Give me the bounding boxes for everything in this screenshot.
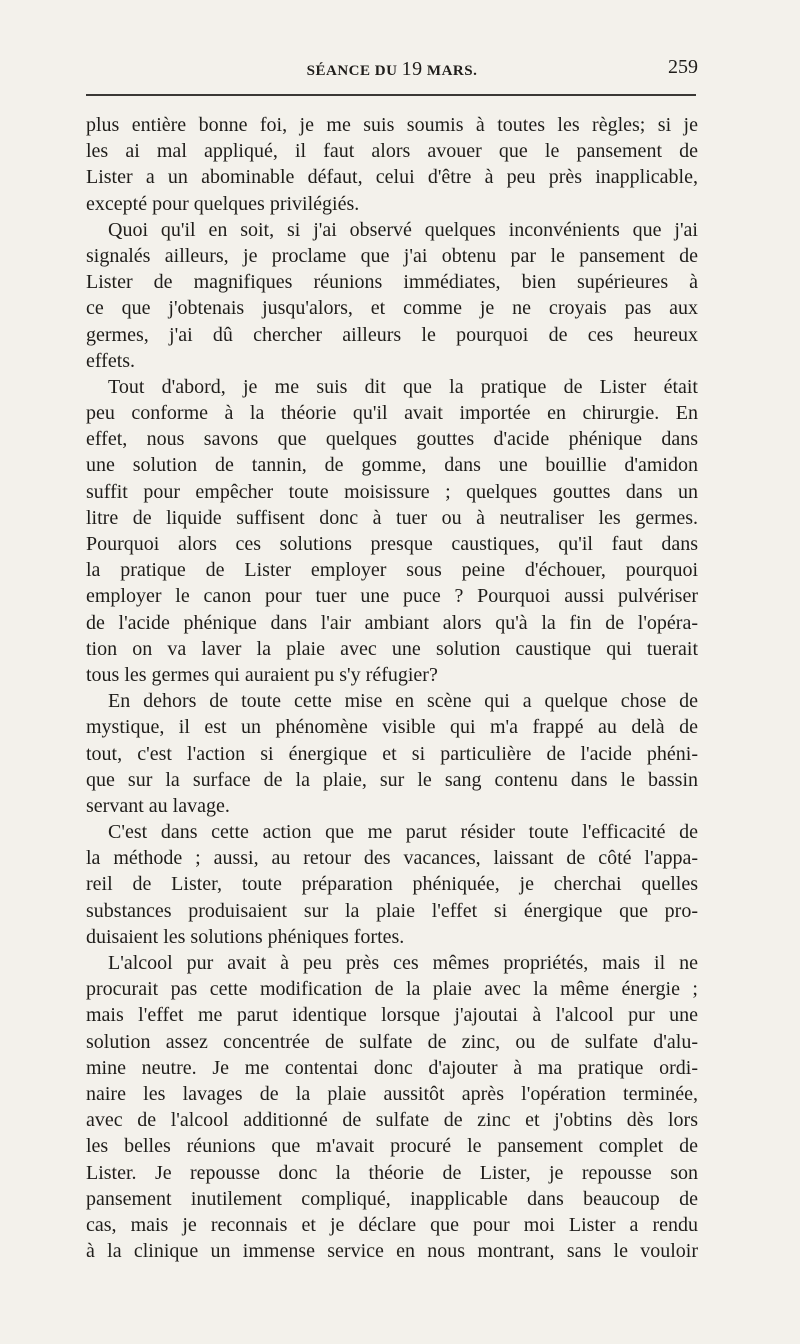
running-title-post: MARS. [422,63,478,79]
text-line: plus entière bonne foi, je me suis soumis à toutes les règles; si je [86,114,698,136]
running-title-pre: SÉANCE DU [306,63,402,79]
text-line: avec de l'alcool additionné de sulfate de zinc et j'obtins dès lors [86,1109,698,1132]
text-line: duisaient les solutions phéniques fortes. [86,925,405,948]
text-line: que sur la surface de la plaie, sur le sang contenu dans le bassin [86,768,698,791]
text-line: En dehors de toute cette mise en scène qui a quelque chose de [108,690,698,713]
text-line: reil de Lister, toute préparation phéniquée, je cherchai quelles [86,873,698,896]
text-line: ce que j'obtenais jusqu'alors, et comme je ne croyais pas aux [86,297,698,320]
text-line: servant au lavage. [86,794,230,817]
text-line: germes, j'ai dû chercher ailleurs le pourquoi de ces heureux [86,323,698,346]
text-line: excepté pour quelques privilégiés. [86,192,360,215]
running-title-day: 19 [401,58,423,80]
text-line: naire les lavages de la plaie aussitôt après l'opération terminée, [86,1082,698,1105]
text-line: mystique, il est un phénomène visible qui m'a frappé au delà de [86,716,698,739]
text-line: suffit pour empêcher toute moisissure ; quelques gouttes dans un [86,480,698,503]
text-line: solution assez concentrée de sulfate de zinc, ou de sulfate d'alu- [86,1030,698,1053]
text-line: de l'acide phénique dans l'air ambiant alors qu'à la fin de l'opéra- [86,611,698,634]
text-line: la méthode ; aussi, au retour des vacances, laissant de côté l'appa- [86,847,698,870]
text-line: C'est dans cette action que me parut résider toute l'efficacité de [108,821,698,844]
text-line: employer le canon pour tuer une puce ? Pourquoi aussi pulvériser [86,585,698,608]
text-line: Lister de magnifiques réunions immédiates, bien supérieures à [86,271,698,294]
text-line: Quoi qu'il en soit, si j'ai observé quelques inconvénients que j'ai [108,218,698,241]
text-line: effet, nous savons que quelques gouttes d'acide phénique dans [86,428,698,451]
text-line: Lister a un abominable défaut, celui d'être à peu près inapplicable, [86,166,698,189]
text-line: peu conforme à la théorie qu'il avait importée en chirurgie. En [86,402,698,425]
text-line: cas, mais je reconnais et je déclare que pour moi Lister a rendu [86,1213,698,1236]
text-line: à la clinique un immense service en nous montrant, sans le vouloir [86,1240,698,1263]
text-line: pansement inutilement compliqué, inapplicable dans beaucoup de [86,1187,698,1210]
text-line: L'alcool pur avait à peu près ces mêmes propriétés, mais il ne [108,952,698,974]
text-line: mine neutre. Je me contentai donc d'ajouter à ma pratique ordi- [86,1056,698,1079]
text-line: tout, c'est l'action si énergique et si particulière de l'acide phéni- [86,742,698,765]
text-line: litre de liquide suffisent donc à tuer ou à neutraliser les germes. [86,506,698,529]
text-line: les belles réunions que m'avait procuré le pansement complet de [86,1135,698,1158]
text-line: la pratique de Lister employer sous peine d'échouer, pourquoi [86,559,698,582]
text-line: une solution de tannin, de gomme, dans une bouillie d'amidon [86,454,698,477]
text-line: substances produisaient sur la plaie l'effet si énergique que pro- [86,899,698,922]
page-number: 259 [668,56,698,78]
text-line: effets. [86,349,136,372]
text-line: les ai mal appliqué, il faut alors avouer que le pansement de [86,140,698,163]
running-title [86,58,698,81]
body-text [86,112,698,1264]
text-line: tous les germes qui auraient pu s'y réfugier? [86,663,438,686]
text-line: Pourquoi alors ces solutions presque caustiques, qu'il faut dans [86,533,698,555]
text-line: mais l'effet me parut identique lorsque j'ajoutai à l'alcool pur une [86,1004,698,1027]
text-line: signalés ailleurs, je proclame que j'ai obtenu par le pansement de [86,244,698,267]
text-line: procurait pas cette modification de la plaie avec la même énergie ; [86,978,698,1001]
text-line: Lister. Je repousse donc la théorie de Lister, je repousse son [86,1161,698,1184]
header-rule [86,94,696,96]
running-head [86,58,698,86]
text-line: tion on va laver la plaie avec une solution caustique qui tuerait [86,637,698,660]
text-line: Tout d'abord, je me suis dit que la pratique de Lister était [108,375,698,398]
